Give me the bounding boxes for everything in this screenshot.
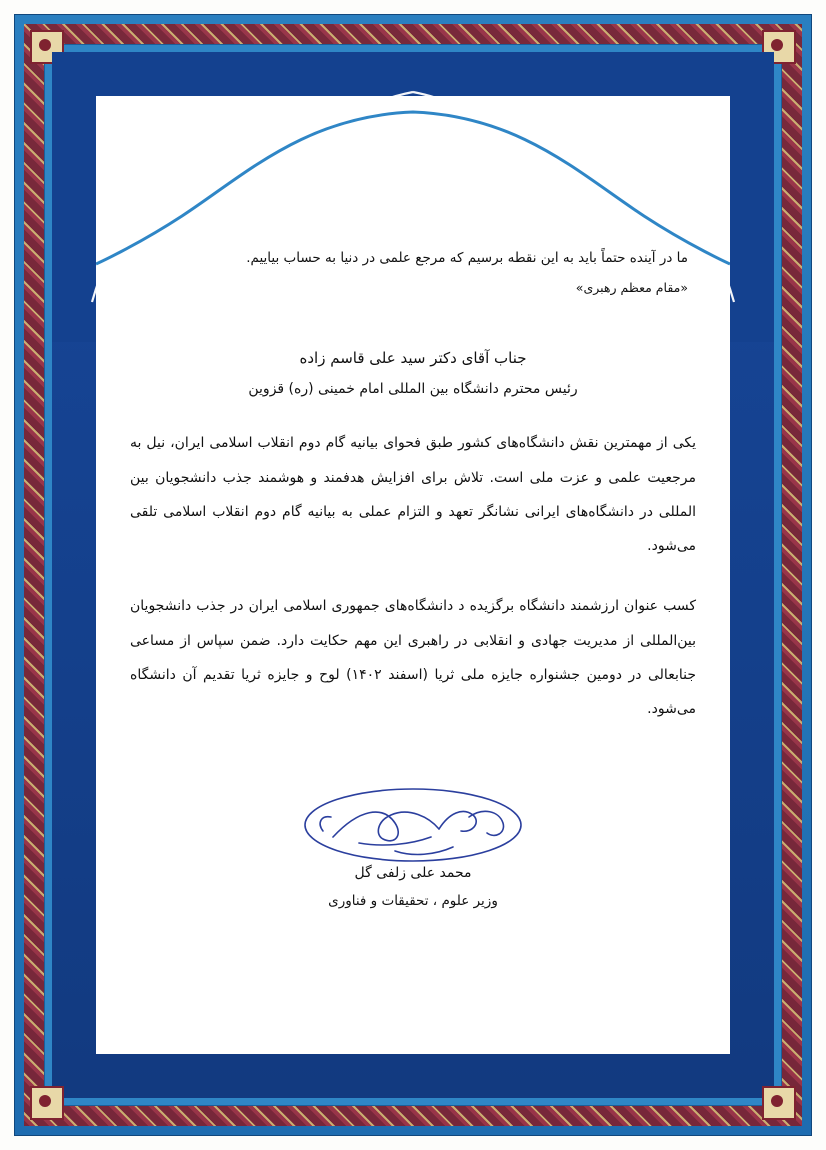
corner-medallion-bottom-left — [30, 1086, 64, 1120]
salutation-line-1: جناب آقای دکتر سید علی قاسم زاده — [299, 349, 527, 368]
leader-quote-source: «مقام معظم رهبری» — [575, 279, 688, 295]
signatory-name: محمد علی زلفی گل — [354, 864, 472, 881]
leader-quote-text: ما در آینده حتماً باید به این نقطه برسیم که مرجع علمی در دنیا به حساب بیاییم. — [246, 250, 688, 266]
body-paragraph-1: یکی از مهمترین نقش دانشگاه‌های کشور طبق فحوای بیانیه گام دوم انقلاب اسلامی ایران، نیل به مرجعیت علمی و عزت ملی است. تلاش برای افزایش هدفمند و هوشمند جذب دانشجویان بین المللی در دانشگاه‌های ایرانی نشانگر تعهد و التزام عملی به بیانیه گام دوم انقلاب اسلامی تلقی می‌شود. — [130, 435, 696, 555]
salutation-line-2: رئیس محترم دانشگاه بین المللی امام خمینی (ره) قزوین — [248, 380, 578, 397]
certificate-body — [96, 246, 730, 1054]
certificate-paper — [96, 96, 730, 1054]
signatory-title: وزیر علوم ، تحقیقات و فناوری — [328, 892, 498, 909]
signature-block — [130, 773, 696, 923]
leader-quote — [138, 246, 688, 299]
salutation-block — [130, 343, 696, 404]
corner-medallion-bottom-right — [762, 1086, 796, 1120]
body-paragraph-2: کسب عنوان ارزشمند دانشگاه برگزیده د دانشگاه‌های جمهوری اسلامی ایران در جذب دانشجویان بین‌المللی از مدیریت جهادی و انقلابی در راهبری این مهم حکایت دارد. ضمن سپاس از مساعی جنابعالی در دومین جشنواره جایزه ملی ثریا (اسفند ۱۴۰۲) لوح و جایزه ثریا تقدیم آن دانشگاه می‌شود. — [130, 598, 696, 718]
